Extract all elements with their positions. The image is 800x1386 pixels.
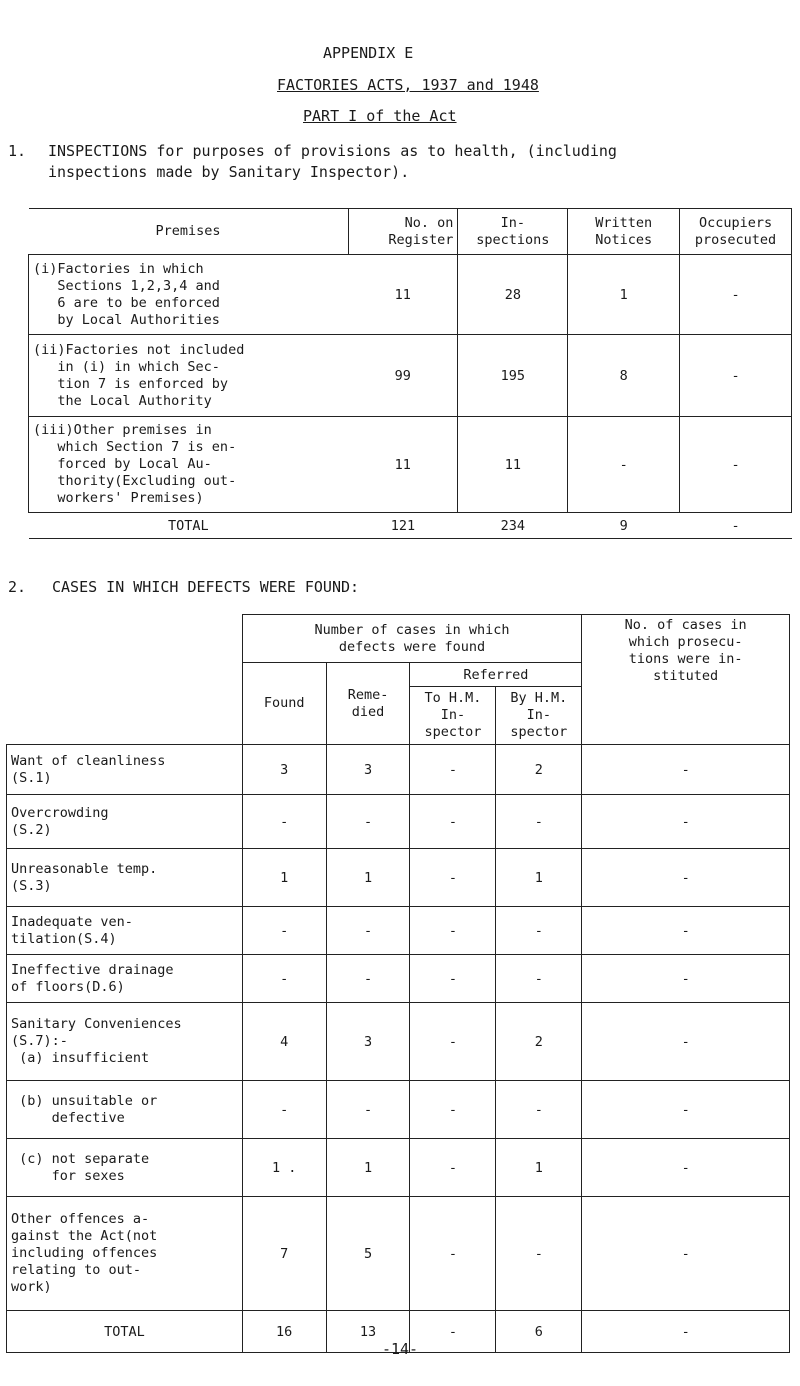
row-found: 1 .: [242, 1139, 326, 1197]
row-by-hm: -: [496, 955, 582, 1003]
row-label: (b) unsuitable or defective: [7, 1081, 243, 1139]
row-found: -: [242, 907, 326, 955]
row-by-hm: -: [496, 1081, 582, 1139]
table-row: [29, 417, 792, 513]
row-register: 11: [348, 417, 458, 513]
row-to-hm: -: [410, 907, 496, 955]
table-row: [29, 335, 792, 417]
defects-table: [6, 614, 790, 1353]
row-prosecutions: -: [582, 955, 790, 1003]
row-by-hm: 1: [496, 1139, 582, 1197]
part-title: PART I of the Act: [303, 107, 457, 125]
row-label: Want of cleanliness (S.1): [7, 745, 243, 795]
table-row: [29, 255, 792, 335]
row-label: Inadequate ven- tilation(S.4): [7, 907, 243, 955]
table-row: [7, 745, 790, 795]
row-remedied: -: [326, 795, 410, 849]
row-label: Sanitary Conveniences (S.7):- (a) insufficient: [7, 1003, 243, 1081]
row-prosecuted: -: [680, 417, 792, 513]
row-inspections: 11: [458, 417, 568, 513]
row-label: Other offences a- gainst the Act(not including offences relating to out- work): [7, 1197, 243, 1311]
row-remedied: -: [326, 955, 410, 1003]
table-row: [7, 1003, 790, 1081]
header-inspections: In- spections: [458, 209, 568, 255]
row-remedied: 1: [326, 849, 410, 907]
row-to-hm: -: [410, 849, 496, 907]
row-notices: 8: [568, 335, 680, 417]
row-label: Ineffective drainage of floors(D.6): [7, 955, 243, 1003]
row-prosecuted: -: [680, 335, 792, 417]
header-remedied: Reme- died: [326, 663, 410, 745]
header-prosecutions: No. of cases in which prosecu- tions were in- stituted: [582, 615, 790, 745]
row-prosecutions: -: [582, 795, 790, 849]
row-prosecutions: -: [582, 1197, 790, 1311]
row-label: (c) not separate for sexes: [7, 1139, 243, 1197]
blank-corner: [7, 615, 243, 745]
inspections-table: [28, 208, 792, 539]
section2-title: CASES IN WHICH DEFECTS WERE FOUND:: [52, 578, 360, 596]
total-prosecuted: -: [680, 513, 792, 539]
row-prosecutions: -: [582, 745, 790, 795]
row-found: 7: [242, 1197, 326, 1311]
table-row: [7, 955, 790, 1003]
total-prosecutions: -: [582, 1311, 790, 1353]
header-group: Number of cases in which defects were found: [242, 615, 582, 663]
total-by-hm: 6: [496, 1311, 582, 1353]
row-remedied: 5: [326, 1197, 410, 1311]
row-remedied: 3: [326, 745, 410, 795]
section2-number: 2.: [8, 578, 27, 596]
row-to-hm: -: [410, 1003, 496, 1081]
row-found: -: [242, 955, 326, 1003]
table-row: [7, 1139, 790, 1197]
header-register: No. on Register: [348, 209, 458, 255]
row-by-hm: 1: [496, 849, 582, 907]
table-row: [7, 849, 790, 907]
row-premises: (ii)Factories not included in (i) in which Sec- tion 7 is enforced by the Local Authority: [29, 335, 349, 417]
section1-text-line2: inspections made by Sanitary Inspector).: [48, 163, 410, 181]
total-notices: 9: [568, 513, 680, 539]
row-to-hm: -: [410, 1139, 496, 1197]
header-premises: Premises: [29, 209, 349, 255]
row-to-hm: -: [410, 745, 496, 795]
row-remedied: 3: [326, 1003, 410, 1081]
total-register: 121: [348, 513, 458, 539]
section1-number: 1.: [8, 142, 27, 160]
header-by-hm-inspector: By H.M. In- spector: [496, 687, 582, 745]
row-by-hm: 2: [496, 745, 582, 795]
appendix-title: APPENDIX E: [323, 44, 414, 62]
total-label: TOTAL: [29, 513, 349, 539]
row-notices: -: [568, 417, 680, 513]
total-row: [29, 513, 792, 539]
row-label: Overcrowding (S.2): [7, 795, 243, 849]
row-by-hm: -: [496, 1197, 582, 1311]
total-to-hm: -: [410, 1311, 496, 1353]
row-premises: (iii)Other premises in which Section 7 is en- forced by Local Au- thority(Excluding out- workers' Premises): [29, 417, 349, 513]
acts-title: FACTORIES ACTS, 1937 and 1948: [277, 76, 539, 94]
header-prosecuted: Occupiers prosecuted: [680, 209, 792, 255]
row-remedied: -: [326, 907, 410, 955]
row-prosecutions: -: [582, 907, 790, 955]
table-row: [7, 795, 790, 849]
total-remedied: 13: [326, 1311, 410, 1353]
table-row: [7, 907, 790, 955]
row-found: -: [242, 795, 326, 849]
total-inspections: 234: [458, 513, 568, 539]
header-referred: Referred: [410, 663, 582, 687]
row-prosecuted: -: [680, 255, 792, 335]
row-premises: (i)Factories in which Sections 1,2,3,4 and 6 are to be enforced by Local Authorities: [29, 255, 349, 335]
row-to-hm: -: [410, 1197, 496, 1311]
total-label: TOTAL: [7, 1311, 243, 1353]
row-label: Unreasonable temp. (S.3): [7, 849, 243, 907]
row-prosecutions: -: [582, 1139, 790, 1197]
row-to-hm: -: [410, 795, 496, 849]
row-prosecutions: -: [582, 1003, 790, 1081]
page-number: -14-: [381, 1340, 419, 1358]
row-found: -: [242, 1081, 326, 1139]
total-found: 16: [242, 1311, 326, 1353]
row-found: 4: [242, 1003, 326, 1081]
row-notices: 1: [568, 255, 680, 335]
table-row: [7, 1081, 790, 1139]
row-by-hm: -: [496, 907, 582, 955]
row-inspections: 28: [458, 255, 568, 335]
row-inspections: 195: [458, 335, 568, 417]
section1-text-line1: INSPECTIONS for purposes of provisions as to health, (including: [48, 142, 617, 160]
row-prosecutions: -: [582, 1081, 790, 1139]
row-register: 99: [348, 335, 458, 417]
header-to-hm-inspector: To H.M. In- spector: [410, 687, 496, 745]
row-remedied: 1: [326, 1139, 410, 1197]
row-prosecutions: -: [582, 849, 790, 907]
row-remedied: -: [326, 1081, 410, 1139]
table-row: [7, 1197, 790, 1311]
header-notices: Written Notices: [568, 209, 680, 255]
row-found: 3: [242, 745, 326, 795]
row-by-hm: -: [496, 795, 582, 849]
header-found: Found: [242, 663, 326, 745]
row-by-hm: 2: [496, 1003, 582, 1081]
row-register: 11: [348, 255, 458, 335]
row-to-hm: -: [410, 1081, 496, 1139]
row-found: 1: [242, 849, 326, 907]
row-to-hm: -: [410, 955, 496, 1003]
